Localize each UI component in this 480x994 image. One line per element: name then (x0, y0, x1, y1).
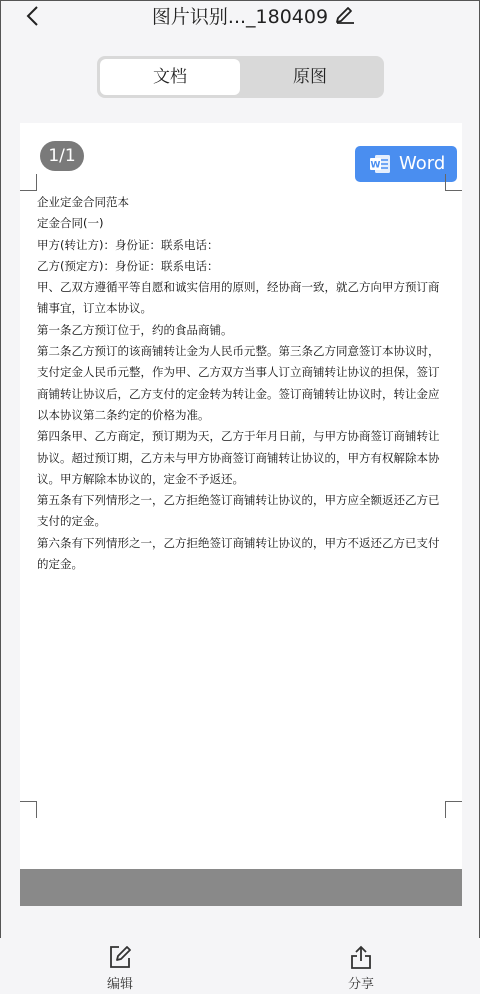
recognized-text (37, 192, 447, 575)
crop-corner-top-left (20, 174, 37, 191)
edit-button[interactable] (80, 944, 160, 992)
text-line: 甲、乙双方遵循平等自愿和诚实信用的原则，经协商一致，就乙方向甲方预订商铺事宜，订立本协议。 (37, 280, 440, 316)
text-line: 第二条乙方预订的该商铺转让金为人民币元整。第三条乙方同意签订本协议时，支付定金人民币元整，作为甲、乙方双方当事人订立商铺转让协议的担保，签订商铺转让协议后，乙方支付的定金转为转让金。签订商铺转让协议时，转让金应以本协议第二条约定的价格为准。 (37, 344, 440, 422)
text-line: 乙方(预定方)：身份证：联系电话： (37, 258, 219, 273)
text-line: 第一条乙方预订位于，约的食品商铺。 (37, 322, 233, 337)
tab-original-image[interactable]: 原图 (293, 67, 327, 87)
word-file-icon (369, 154, 391, 174)
text-line: 甲方(转让方)：身份证：联系电话： (37, 237, 219, 252)
export-word-label: Word (399, 153, 446, 174)
share-label: 分享 (347, 977, 374, 992)
text-line: 第四条甲、乙方商定，预订期为天，乙方于年月日前，与甲方协商签订商铺转让协议。超过预订期，乙方未与甲方协商签订商铺转让协议的，甲方有权解除本协议。甲方解除本协议的，定金不予返还。 (37, 429, 440, 486)
view-segmented-control (97, 56, 384, 98)
text-line: 定金合同(一) (37, 216, 104, 231)
text-line: 第六条有下列情形之一，乙方拒绝签订商铺转让协议的，甲方不返还乙方已支付的定金。 (37, 535, 440, 572)
edit-label: 编辑 (106, 977, 133, 992)
page-indicator: 1/1 (40, 141, 84, 171)
share-button[interactable] (321, 944, 401, 992)
crop-corner-bottom-right (445, 801, 462, 818)
edit-icon (107, 944, 133, 970)
tab-document[interactable]: 文档 (100, 59, 240, 95)
page-title: 图片识别..._180409 (151, 6, 329, 28)
bottom-toolbar (0, 938, 480, 994)
text-line: 第五条有下列情形之一，乙方拒绝签订商铺转让协议的，甲方应全额返还乙方已支付的定金。 (37, 493, 440, 529)
top-bar (0, 0, 480, 40)
document-footer-bar (20, 869, 462, 906)
text-line: 企业定金合同范本 (37, 195, 129, 209)
crop-corner-bottom-left (20, 801, 37, 818)
svg-text:W: W (370, 160, 381, 171)
crop-corner-top-right (445, 174, 462, 191)
share-icon (348, 944, 374, 970)
document-preview[interactable] (20, 123, 462, 906)
pencil-icon[interactable] (334, 2, 356, 24)
export-word-button[interactable] (355, 146, 457, 182)
